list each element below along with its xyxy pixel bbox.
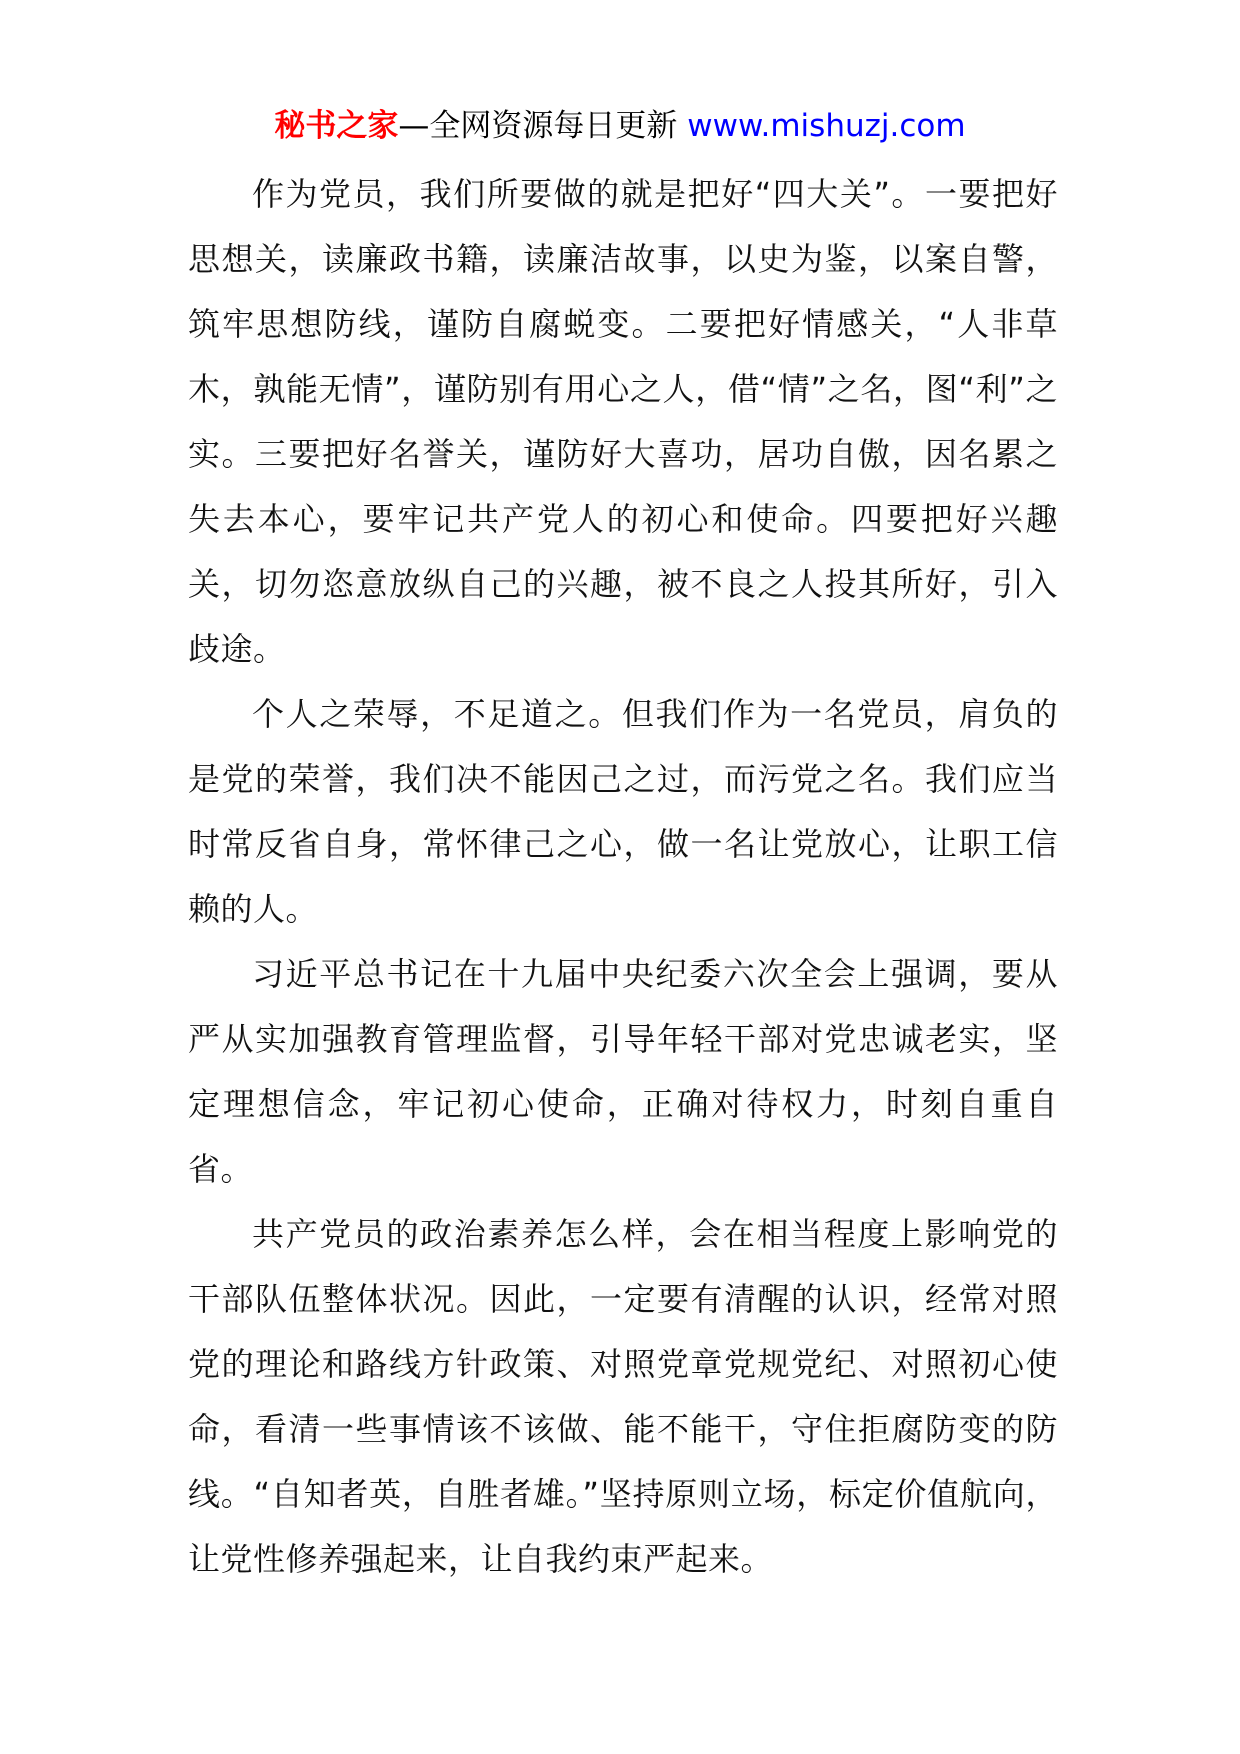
site-url-link[interactable]: www.mishuzj.com xyxy=(687,108,966,144)
paragraph-2: 个人之荣辱，不足道之。但我们作为一名党员，肩负的是党的荣誉，我们决不能因己之过，而污党之名。我们应当时常反省自身，常怀律己之心，做一名让党放心，让职工信赖的人。 xyxy=(188,695,1058,928)
paragraph-3: 习近平总书记在十九届中央纪委六次全会上强调，要从严从实加强教育管理监督，引导年轻干部对党忠诚老实，坚定理想信念，牢记初心使命，正确对待权力，时刻自重自省。 xyxy=(188,955,1058,1188)
page-header xyxy=(0,104,1240,148)
paragraph-4: 共产党员的政治素养怎么样，会在相当程度上影响党的干部队伍整体状况。因此，一定要有清醒的认识，经常对照党的理论和路线方针政策、对照党章党规党纪、对照初心使命，看清一些事情该不该做、能不能干，守住拒腐防变的防线。“自知者英，自胜者雄。”坚持原则立场，标定价值航向，让党性修养强起来，让自我约束严起来。 xyxy=(188,1215,1058,1578)
document-body xyxy=(188,162,1058,1592)
paragraph-1: 作为党员，我们所要做的就是把好“四大关”。一要把好思想关，读廉政书籍，读廉洁故事，以史为鉴，以案自警，筑牢思想防线，谨防自腐蜕变。二要把好情感关，“人非草木，孰能无情”，谨防别有用心之人，借“情”之名，图“利”之实。三要把好名誉关，谨防好大喜功，居功自傲，因名累之失去本心，要牢记共产党人的初心和使命。四要把好兴趣关，切勿恣意放纵自己的兴趣，被不良之人投其所好，引入歧途。 xyxy=(188,175,1058,668)
brand-name: 秘书之家 xyxy=(274,108,399,144)
header-tagline: —全网资源每日更新 xyxy=(398,108,678,144)
